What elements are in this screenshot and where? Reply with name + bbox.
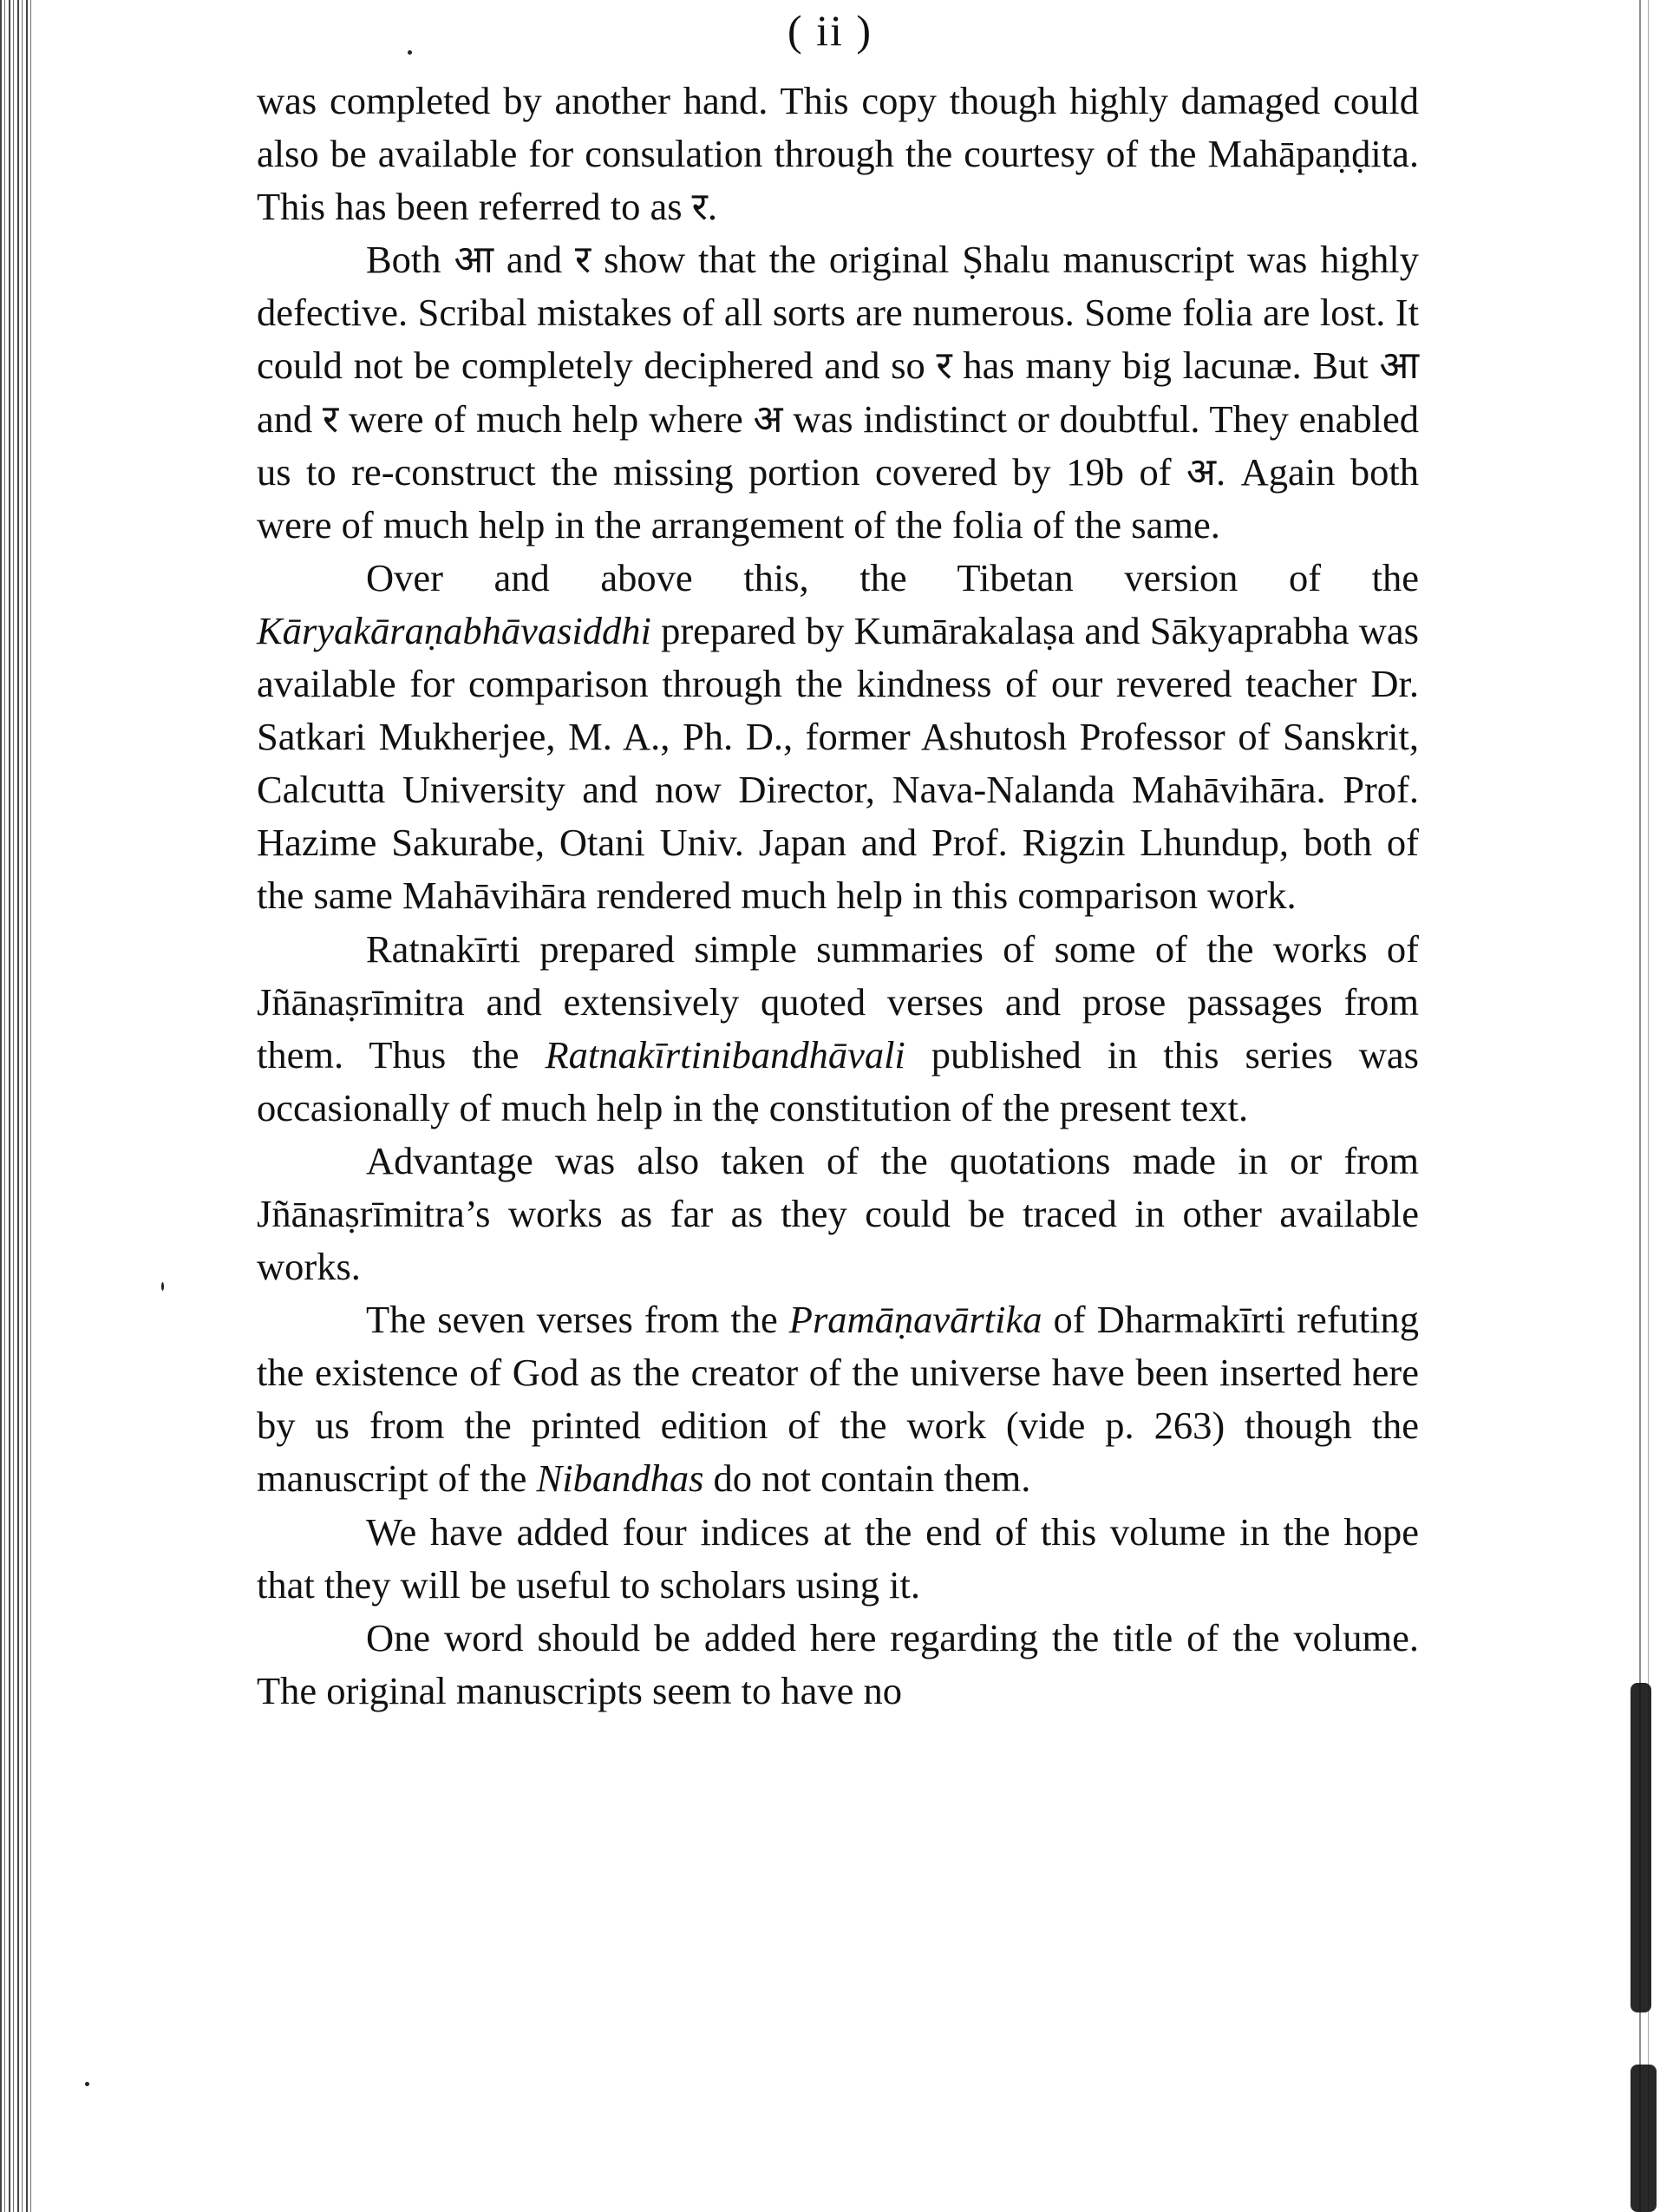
paragraph: Both आ and र show that the original Ṣhalu manuscript was highly defective. Scribal mistakes of all sorts are numerous. Some folia are lost. It could not be completely deciphered and so र has many big lacunæ. But आ and र were of much help where अ was indistinct or doubtful. They enabled us to re-construct the missing portion covered by 19b of अ. Again both were of much help in the arrangement of the folia of the same. xyxy=(257,238,1419,546)
page-number: ( ii ) xyxy=(787,6,873,55)
paragraph: Ratnakīrti prepared simple summaries of some of the works of Jñānaṣrīmitra and extensively quoted verses and prose passages from them. Thus the Ratnakīrtinibandhāvali published in this series was occasionally of much help in the constitution of the present text. xyxy=(257,926,1419,1129)
right-edge-smudge xyxy=(1631,2065,1657,2212)
body-text xyxy=(257,75,1419,1718)
paragraph: We have added four indices at the end of this volume in the hope that they will be useful to scholars using it. xyxy=(257,1509,1419,1607)
work-title-italic: Ratnakīrtinibandhāvali xyxy=(545,1032,905,1077)
scan-speck xyxy=(85,2082,89,2086)
work-title-italic: Nibandhas xyxy=(536,1456,704,1501)
paragraph: Over and above this, the Tibetan version of the Kāryakāraṇabhāvasiddhi prepared by Kumārakalaṣa and Sākyaprabha was available for comparison through the kindness of our revered teacher Dr. Satkari Mukherjee, M. A., Ph. D., former Ashutosh Professor of Sanskrit, Calcutta University and now Director, Nava-Nalanda Mahāvihāra. Prof. Hazime Sakurabe, Otani Univ. Japan and Prof. Rigzin Lhundup, both of the same Mahāvihāra rendered much help in this comparison work. xyxy=(257,555,1419,918)
right-edge-smudge xyxy=(1631,1683,1651,2012)
paragraph: One word should be added here regarding the title of the volume. The original manuscripts seem to have no xyxy=(257,1615,1419,1712)
work-title-italic: Kāryakāraṇabhāvasiddhi xyxy=(257,608,651,652)
paragraph: was completed by another hand. This copy though highly damaged could also be available for consulation through the courtesy of the Mahāpaṇḍita. This has been referred to as र. xyxy=(257,79,1419,229)
work-title-italic: Pramāṇavārtika xyxy=(788,1298,1042,1342)
paragraph: Advantage was also taken of the quotations made in or from Jñānaṣrīmitra’s works as far as they could be traced in other available works. xyxy=(257,1138,1419,1289)
paragraph: The seven verses from the Pramāṇavārtika of Dharmakīrti refuting the existence of God as the creator of the universe have been inserted here by us from the printed edition of the work (vide p. 263) though the manuscript of the Nibandhas do not contain them. xyxy=(257,1298,1420,1501)
scan-speck xyxy=(161,1282,164,1291)
left-page-edge-scan-artifact xyxy=(0,0,35,2212)
